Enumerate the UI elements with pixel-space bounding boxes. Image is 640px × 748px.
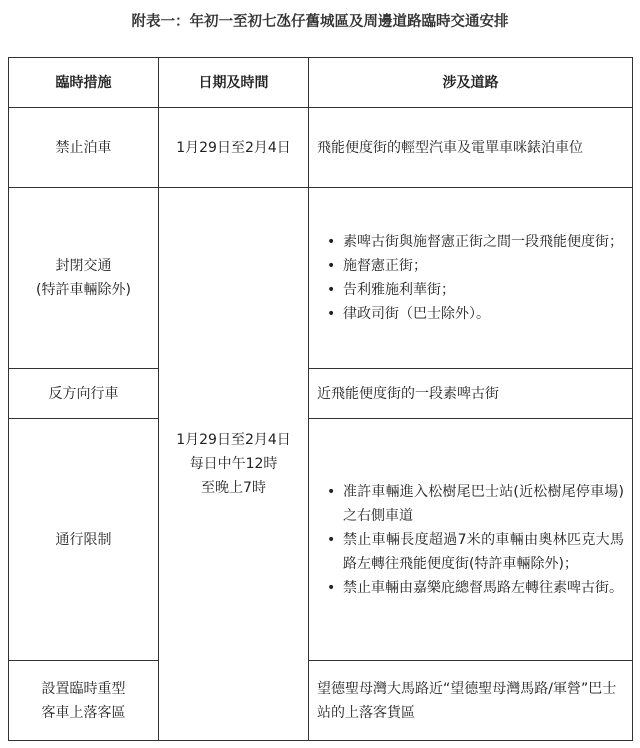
traffic-arrangement-table xyxy=(8,57,633,741)
time-line: 至晚上7時 xyxy=(201,480,266,496)
list-item: • 禁止車輛由嘉樂庇總督馬路左轉往素啤古街。 xyxy=(317,576,624,600)
list-item: • 施督憲正街； xyxy=(317,254,624,278)
measure-cell xyxy=(9,661,159,741)
roads-cell xyxy=(309,419,633,661)
roads-cell: 近飛能便度街的一段素啤古街 xyxy=(309,369,633,419)
date-cell: 1月29日至2月4日 xyxy=(159,108,309,188)
merged-date-cell xyxy=(159,188,309,741)
measure-cell: 禁止泊車 xyxy=(9,108,159,188)
measure-cell: 通行限制 xyxy=(9,419,159,661)
list-item: • 律政司街（巴士除外）。 xyxy=(317,302,624,326)
header-measure: 臨時措施 xyxy=(9,58,159,108)
time-line: 每日中午12時 xyxy=(189,456,278,472)
road-list xyxy=(317,230,624,326)
table-header-row xyxy=(9,58,633,108)
road-list xyxy=(317,480,624,600)
roads-cell xyxy=(309,188,633,369)
table-row xyxy=(9,419,633,661)
list-item: • 禁止車輛長度超過7米的車輛由奧林匹克大馬路左轉往飛能便度街(特許車輛除外)； xyxy=(317,528,624,576)
table-row xyxy=(9,661,633,741)
roads-cell: 望德聖母灣大馬路近“望德聖母灣馬路/軍營”巴士站的上落客貨區 xyxy=(309,661,633,741)
measure-line: (特許車輛除外) xyxy=(36,282,131,298)
date-line: 1月29日至2月4日 xyxy=(176,432,291,448)
measure-line: 設置臨時重型 xyxy=(41,680,126,697)
list-item: • 素啤古街與施督憲正街之間一段飛能便度街； xyxy=(317,230,624,254)
table-row xyxy=(9,369,633,419)
header-date: 日期及時間 xyxy=(159,58,309,108)
table-row xyxy=(9,108,633,188)
table-row xyxy=(9,188,633,369)
header-roads: 涉及道路 xyxy=(309,58,633,108)
page-title: 附表一：年初一至初七氹仔舊城區及周邊道路臨時交通安排 xyxy=(131,14,509,30)
list-item: • 准許車輛進入松樹尾巴士站(近松樹尾停車場)之右側車道 xyxy=(317,480,624,528)
measure-cell: 反方向行車 xyxy=(9,369,159,419)
roads-cell: 飛能便度街的輕型汽車及電單車咪錶泊車位 xyxy=(309,108,633,188)
list-item: • 告利雅施利華街； xyxy=(317,278,624,302)
measure-cell xyxy=(9,188,159,369)
measure-line: 客車上落客區 xyxy=(41,704,126,721)
measure-line: 封閉交通 xyxy=(55,258,112,274)
